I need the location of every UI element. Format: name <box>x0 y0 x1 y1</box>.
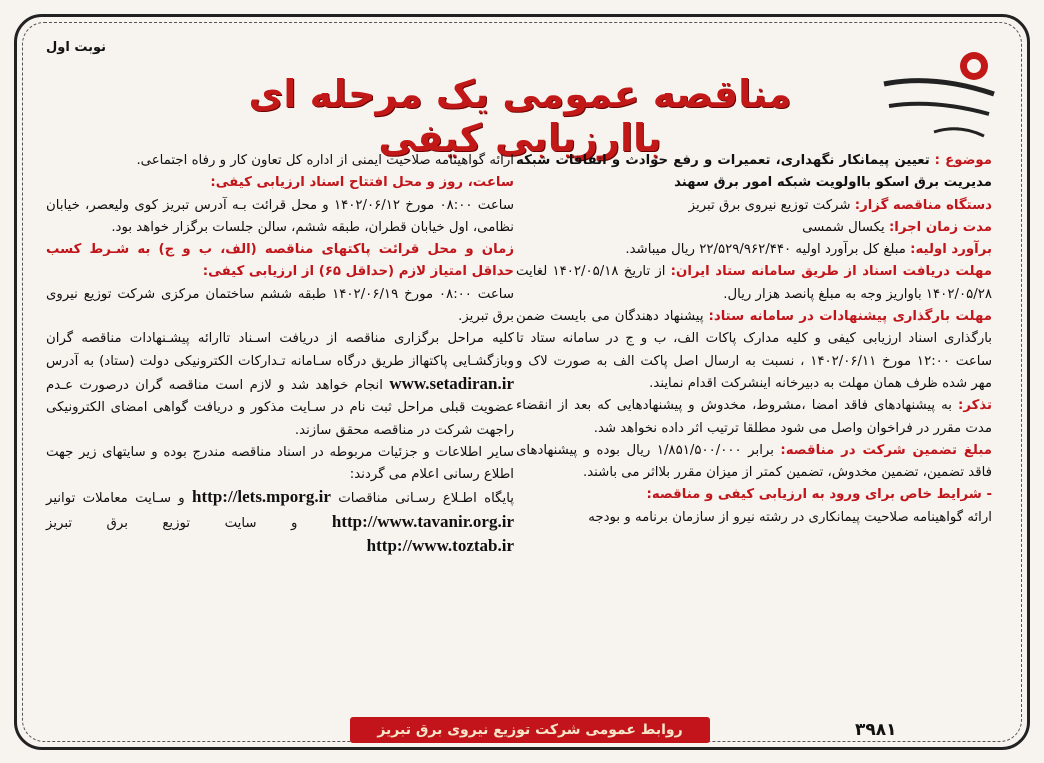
duration-label: مدت زمان اجرا: <box>888 219 992 235</box>
duration-text: یکسال شمسی <box>802 219 885 235</box>
opening-text: ساعت ۰۸:۰۰ مورخ ۱۴۰۲/۰۶/۱۲ و محل قرائت بـه آدرس تبریز کوی ولیعصر، خیابان نظامی، اول خیابان قطران، طبقه ششم، سالن جلسات برگزار خواهد بود. <box>46 197 514 235</box>
conditions-paragraph <box>516 484 992 529</box>
public-relations-banner: روابط عمومی شرکت توزیع نیروی برق تبریز <box>350 717 710 743</box>
info-paragraph: سایر اطلاعات و جزئیات مربوطه در اسناد مناقصه مندرج بوده و سایتهای زیر جهت اطلاع رسانی اعلام می گردند: <box>46 444 514 483</box>
upload-label: مهلت بارگذاری پیشنهادات در سامانه ستاد: <box>708 309 992 325</box>
conditions-label: - شرایط خاص برای ورود به ارزیابی کیفی و مناقصه: <box>646 487 992 503</box>
reminder-paragraph <box>516 395 992 440</box>
portals-paragraph <box>46 486 514 559</box>
round-label: نوبت اول <box>46 40 107 55</box>
receive-label: مهلت دریافت اسناد از طریق سامانه ستاد ایران: <box>670 264 992 280</box>
left-column <box>46 150 514 559</box>
upload-text: پیشنهاد دهندگان می بایست ضمن بارگذاری اسناد ارزیابی کیفی و کلیه مدارک پاکات الف، ب و ج در سامانه ستاد تا ساعت ۱۲:۰۰ مورخ ۱۴۰۲/۰۶/۱۱ ، نسبت به ارسال اصل پاکت الف به صورت لاک و مهر شده ظرف همان مهلت به دبیرخانه اینشرکت اقدام نمایند. <box>516 309 992 391</box>
conditions-text: ارائه گواهینامه صلاحیت پیمانکاری در رشته نیرو از سازمان برنامه و بودجه <box>588 509 992 525</box>
estimate-paragraph <box>516 239 992 261</box>
company-logo <box>874 44 1004 144</box>
opening-paragraph <box>46 172 514 239</box>
safety-paragraph: ارائه گواهینامه صلاحیت ایمنی از اداره کل تعاون کار و رفاه اجتماعی. <box>136 153 514 168</box>
subject-label: موضوع : <box>934 153 993 168</box>
reminder-text: به پیشنهادهای فاقد امضا ،مشروط، مخدوش و پیشنهادهایی که بعد از انقضاء مدت مقرر در فراخوان واصل می شود مطلقا ترتیب اثر داده نخواهد شد. <box>516 398 992 436</box>
estimate-label: برآورد اولیه: <box>910 242 992 258</box>
process-paragraph <box>46 328 514 441</box>
reminder-label: تذکر: <box>958 398 992 414</box>
setad-link[interactable]: www.setadiran.ir <box>389 373 515 393</box>
toztab-link[interactable]: http://www.toztab.ir <box>366 536 514 556</box>
receive-paragraph <box>516 261 992 306</box>
process-text-1: کلیه مراحل برگزاری مناقصه از دریافت اسـناد تاارائه پیشـنهادات مناقصه گران وبازگشـایی پاکتهااز طریق درگاه سـامانه تـدارکات الکترونیکی دولت (ستاد) به آدرس <box>46 331 514 369</box>
tavanir-link[interactable]: http://www.tavanir.org.ir <box>331 511 514 531</box>
envelopes-text: ساعت ۰۸:۰۰ مورخ ۱۴۰۲/۰۶/۱۹ طبقه ششم ساختمان مرکزی شرکت توزیع نیروی برق تبریز. <box>46 286 514 325</box>
tenderer-label: دستگاه مناقصه گزار: <box>854 197 992 213</box>
guarantee-text: برابر ۱/۸۵۱/۵۰۰/۰۰۰ ریال بوده و پیشنهادهای فاقد تضمین، تضمین مخدوش، تضمین کمتر از میزان مقرر بلااثر می باشند. <box>516 442 992 481</box>
envelopes-label: زمان و محل قرائت پاکتهای مناقصه (الف، ب و ج) به شـرط کسب حداقل امتیاز لازم (حداقل ۶۵) از ارزیابی کیفی: <box>46 242 514 280</box>
duration-paragraph <box>516 217 992 239</box>
portal-text-1: پایگاه اطـلاع رسـانی مناقصات <box>338 491 514 507</box>
receive-text: از تاریخ ۱۴۰۲/۰۵/۱۸ لغایت ۱۴۰۲/۰۵/۲۸ باواریز وجه به مبلغ پانصد هزار ریال. <box>516 264 992 302</box>
guarantee-label: مبلغ تضمین شرکت در مناقصه: <box>780 442 993 458</box>
subject-text: تعیین پیمانکار نگهداری، تعمیرات و رفع حوادث و اتفاقات شبکه مدیریت برق اسکو بااولویت شبکه امور برق سهند <box>516 153 992 191</box>
tenderer-text: شرکت توزیع نیروی برق تبریز <box>688 197 851 213</box>
upload-paragraph <box>516 306 992 395</box>
guarantee-paragraph <box>516 440 992 485</box>
portal-text-3: و سایت توزیع برق تبریز <box>46 515 298 531</box>
right-column <box>516 150 992 529</box>
ad-code: ۳۹۸۱ <box>855 720 897 740</box>
page-title: مناقصه عمومی یک مرحله ای باارزیابی کیفی <box>248 72 792 160</box>
portal-text-2: و سـایت معاملات توانیر <box>46 491 185 507</box>
opening-label: ساعت، روز و محل افتتاح اسناد ارزیابی کیفی: <box>210 175 514 191</box>
subject-paragraph <box>516 150 992 195</box>
envelopes-paragraph <box>46 239 514 328</box>
process-text-2: انجام خواهد شد و لازم است مناقصه گران درصورت عـدم عضویت قبلی مراحل ثبت نام در سـایت مذکور و دریافت گواهی امضای الکترونیکی راجهت شرکت در مناقصه محقق سازند. <box>46 377 514 438</box>
tenderer-paragraph <box>516 195 992 217</box>
lets-link[interactable]: http://lets.mporg.ir <box>192 487 331 507</box>
estimate-text: مبلغ کل برآورد اولیه ۲۲/۵۲۹/۹۶۲/۴۴۰ ریال میباشد. <box>625 242 906 258</box>
